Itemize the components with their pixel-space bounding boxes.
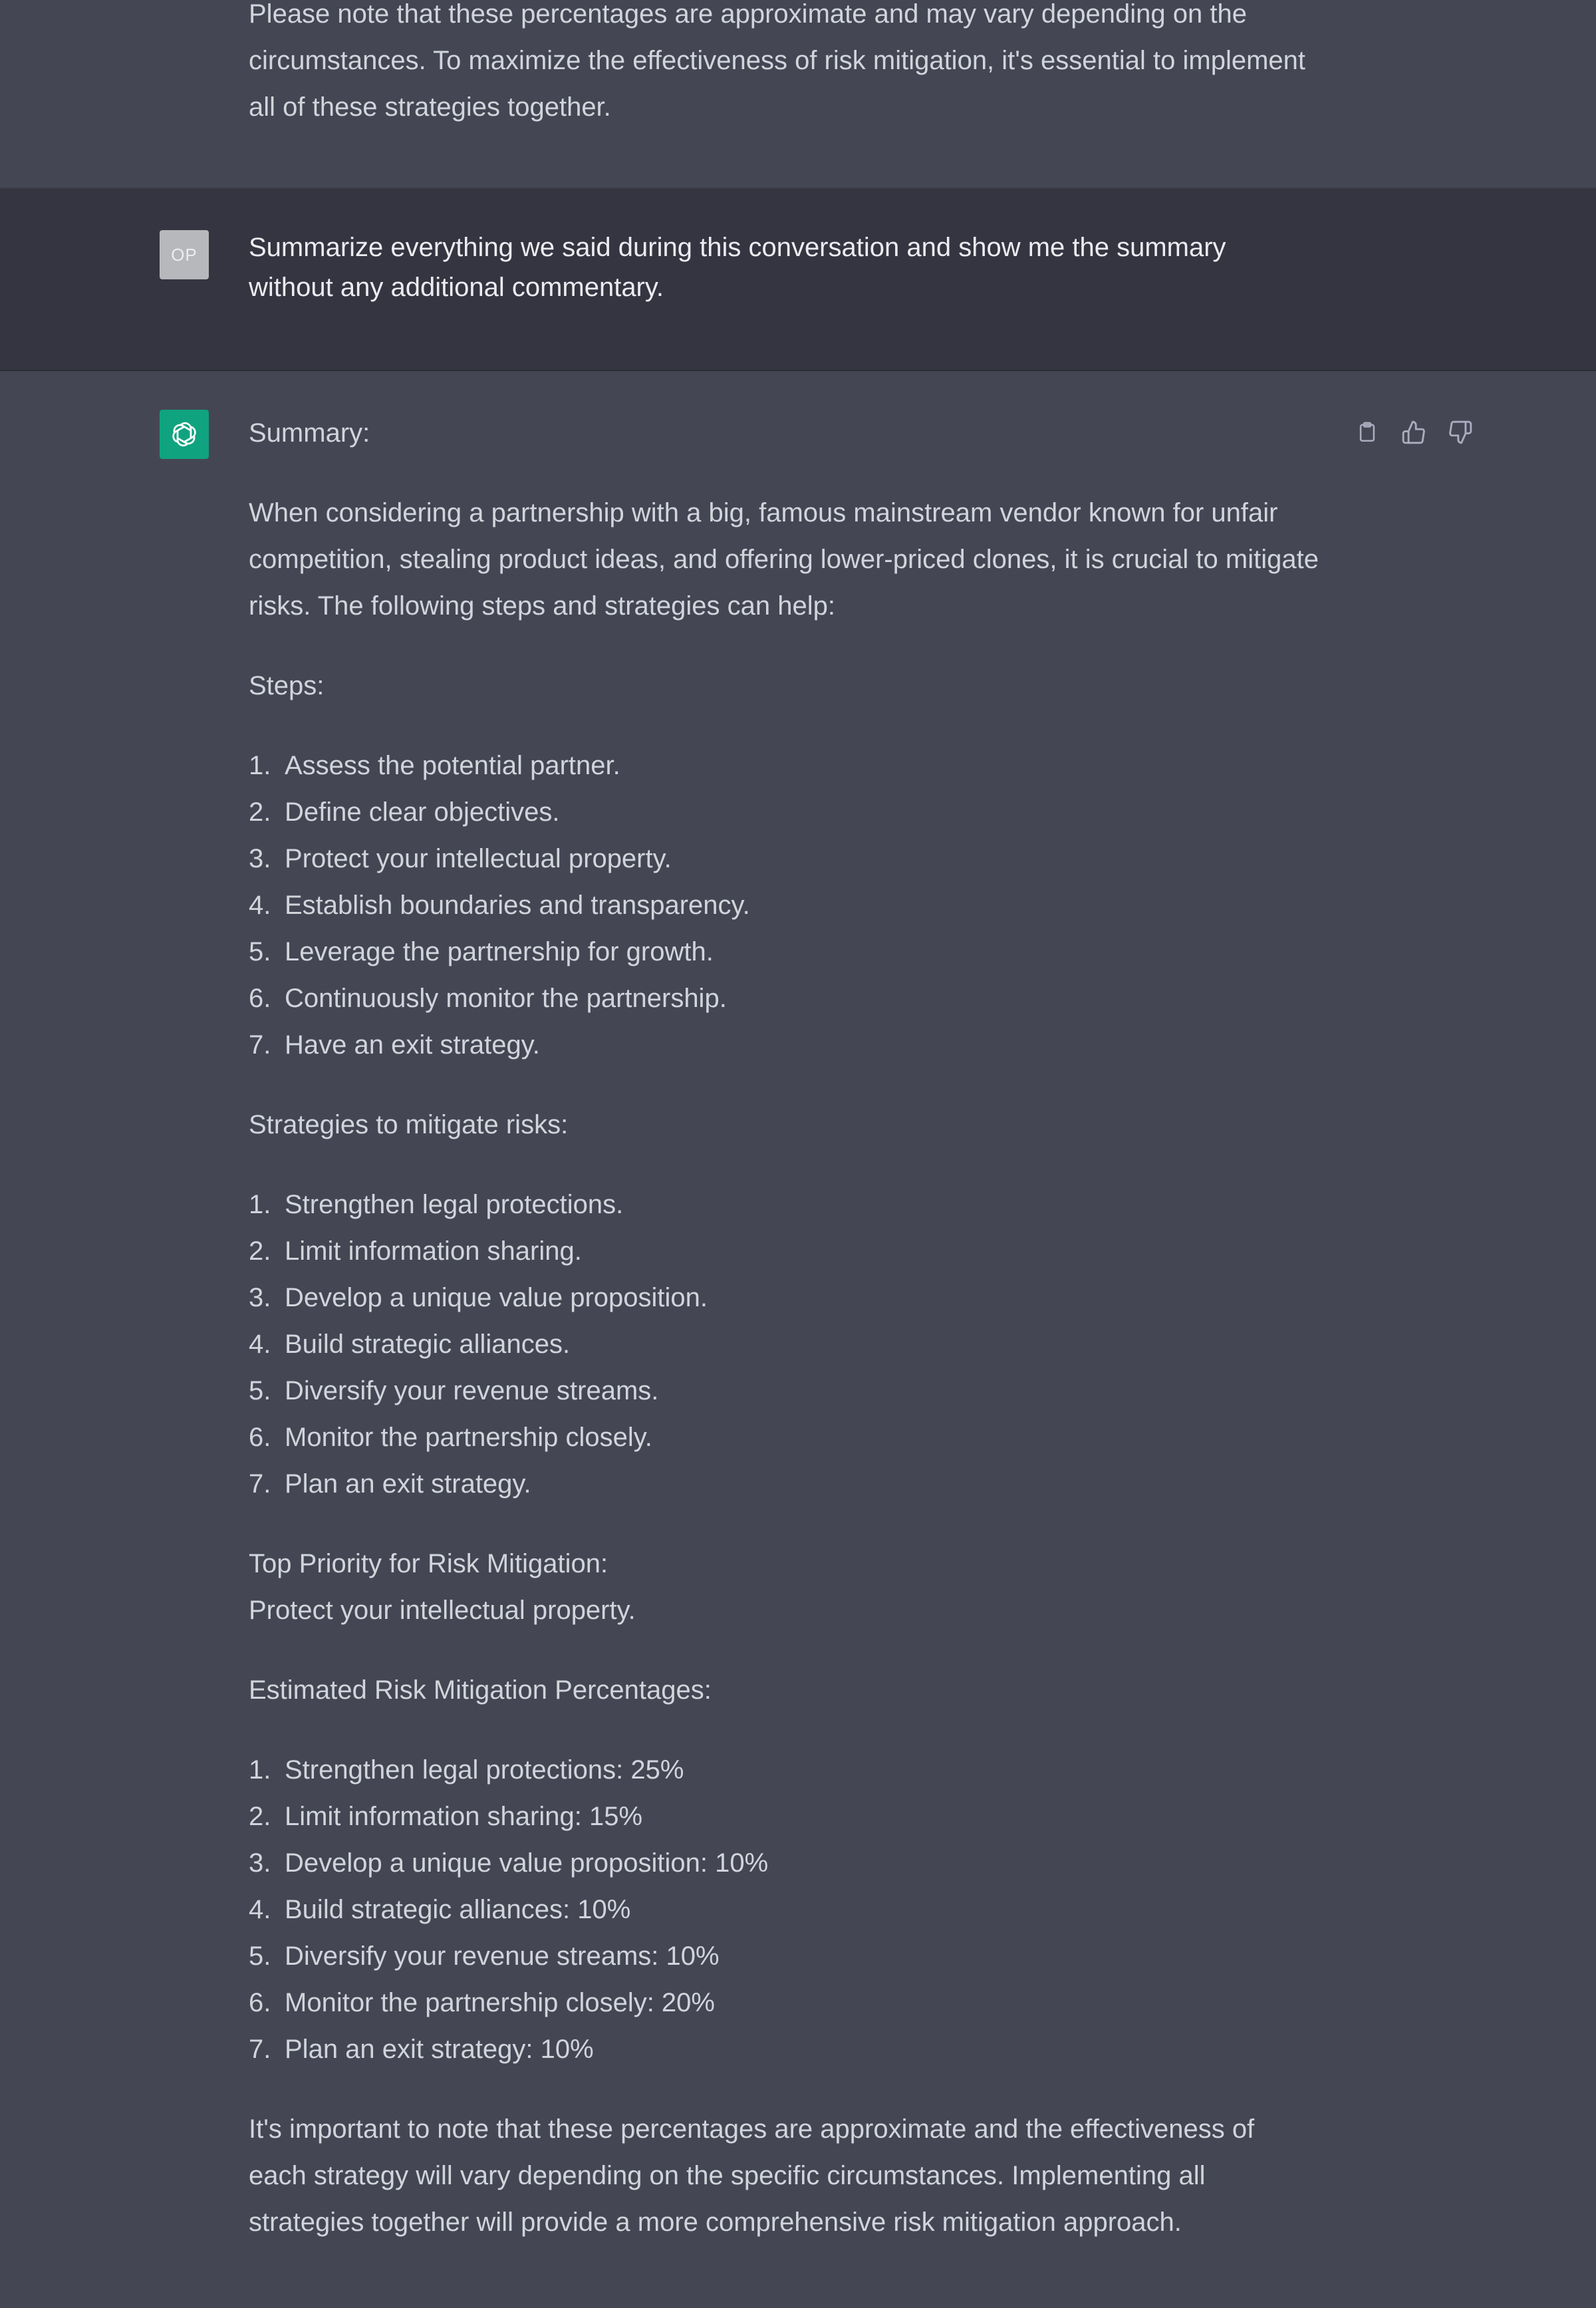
list-text: Diversify your revenue streams. <box>285 1376 659 1405</box>
list-item <box>249 1793 1319 1840</box>
list-number: 4. <box>249 891 271 920</box>
list-number: 5. <box>249 1942 271 1971</box>
openai-logo-icon <box>167 417 201 452</box>
list-text: Build strategic alliances. <box>285 1330 571 1359</box>
list-item <box>249 1414 1319 1461</box>
list-text: Have an exit strategy. <box>285 1030 540 1060</box>
percentages-label: Estimated Risk Mitigation Percentages: <box>249 1675 712 1705</box>
list-text: Diversify your revenue streams: 10% <box>285 1942 720 1971</box>
list-number: 2. <box>249 1236 271 1266</box>
closing-paragraph: It's important to note that these percentages are approximate and the effectiveness of each strategy will vary depending on the specific circumstances. Implementing all strategies together will provide a more comprehensive risk mitigation approach. <box>249 2114 1255 2237</box>
list-number: 6. <box>249 1988 271 2017</box>
list-item <box>249 1840 1319 1886</box>
list-item <box>249 1979 1319 2026</box>
list-number: 7. <box>249 1030 271 1060</box>
list-text: Develop a unique value proposition. <box>285 1283 708 1312</box>
strategies-label: Strategies to mitigate risks: <box>249 1110 569 1139</box>
assistant-message-content <box>249 410 1319 2279</box>
list-text: Leverage the partnership for growth. <box>285 937 714 966</box>
user-avatar: OP <box>160 230 209 279</box>
assistant-message <box>0 371 1596 2308</box>
list-item <box>249 789 1319 835</box>
list-number: 3. <box>249 1283 271 1312</box>
list-item <box>249 1368 1319 1414</box>
priority-label: Top Priority for Risk Mitigation: <box>249 1549 608 1578</box>
list-number: 2. <box>249 797 271 827</box>
assistant-avatar <box>160 410 209 459</box>
list-item <box>249 882 1319 929</box>
list-item <box>249 1886 1319 1933</box>
list-item <box>249 1747 1319 1793</box>
summary-heading: Summary: <box>249 418 370 448</box>
list-item <box>249 929 1319 975</box>
thumbs-up-icon[interactable] <box>1399 418 1428 447</box>
list-item <box>249 1022 1319 1068</box>
thumbs-down-icon[interactable] <box>1446 418 1475 447</box>
list-text: Assess the potential partner. <box>285 751 620 780</box>
list-text: Build strategic alliances: 10% <box>285 1895 631 1924</box>
user-message <box>0 189 1596 371</box>
list-number: 3. <box>249 1848 271 1878</box>
list-number: 6. <box>249 1423 271 1452</box>
list-number: 3. <box>249 844 271 873</box>
list-text: Protect your intellectual property. <box>285 844 672 873</box>
list-number: 2. <box>249 1802 271 1831</box>
list-text: Develop a unique value proposition: 10% <box>285 1848 769 1878</box>
list-text: Establish boundaries and transparency. <box>285 891 750 920</box>
previous-assistant-message <box>0 0 1596 189</box>
list-text: Continuously monitor the partnership. <box>285 984 727 1013</box>
list-text: Strengthen legal protections. <box>285 1190 624 1219</box>
list-number: 4. <box>249 1895 271 1924</box>
priority-block <box>249 1540 1319 1634</box>
list-item <box>249 1228 1319 1274</box>
strategies-list <box>249 1181 1319 1507</box>
list-item <box>249 835 1319 882</box>
list-text: Strengthen legal protections: 25% <box>285 1755 684 1785</box>
list-number: 7. <box>249 1469 271 1499</box>
summary-intro: When considering a partnership with a big, famous mainstream vendor known for unfair competition, stealing product ideas, and offering lower-priced clones, it is crucial to mitigate risks. The following steps and strategies can help: <box>249 498 1319 621</box>
list-number: 5. <box>249 937 271 966</box>
previous-message-text: Please note that these percentages are approximate and may vary depending on the circumstances. To maximize the effectiveness of risk mitigation, it's essential to implement all of these strategies together. <box>249 0 1306 122</box>
list-item <box>249 1274 1319 1321</box>
list-text: Plan an exit strategy: 10% <box>285 2035 594 2064</box>
list-number: 7. <box>249 2035 271 2064</box>
list-number: 5. <box>249 1376 271 1405</box>
steps-list <box>249 742 1319 1068</box>
steps-label: Steps: <box>249 671 325 700</box>
list-item <box>249 1321 1319 1368</box>
list-item <box>249 1933 1319 1979</box>
list-item <box>249 1461 1319 1507</box>
message-actions <box>1353 418 1475 447</box>
percentages-list <box>249 1747 1319 2073</box>
list-text: Limit information sharing: 15% <box>285 1802 643 1831</box>
list-text: Monitor the partnership closely: 20% <box>285 1988 715 2017</box>
list-item <box>249 1181 1319 1228</box>
list-text: Plan an exit strategy. <box>285 1469 531 1499</box>
list-number: 1. <box>249 1190 271 1219</box>
user-message-text: Summarize everything we said during this conversation and show me the summary without any additional commentary. <box>249 233 1226 302</box>
list-text: Limit information sharing. <box>285 1236 582 1266</box>
list-text: Define clear objectives. <box>285 797 560 827</box>
list-number: 1. <box>249 1755 271 1785</box>
list-item <box>249 975 1319 1022</box>
list-number: 1. <box>249 751 271 780</box>
list-item <box>249 742 1319 789</box>
list-text: Monitor the partnership closely. <box>285 1423 652 1452</box>
clipboard-icon[interactable] <box>1353 418 1382 447</box>
list-number: 6. <box>249 984 271 1013</box>
list-item <box>249 2026 1319 2073</box>
priority-value: Protect your intellectual property. <box>249 1596 636 1625</box>
list-number: 4. <box>249 1330 271 1359</box>
